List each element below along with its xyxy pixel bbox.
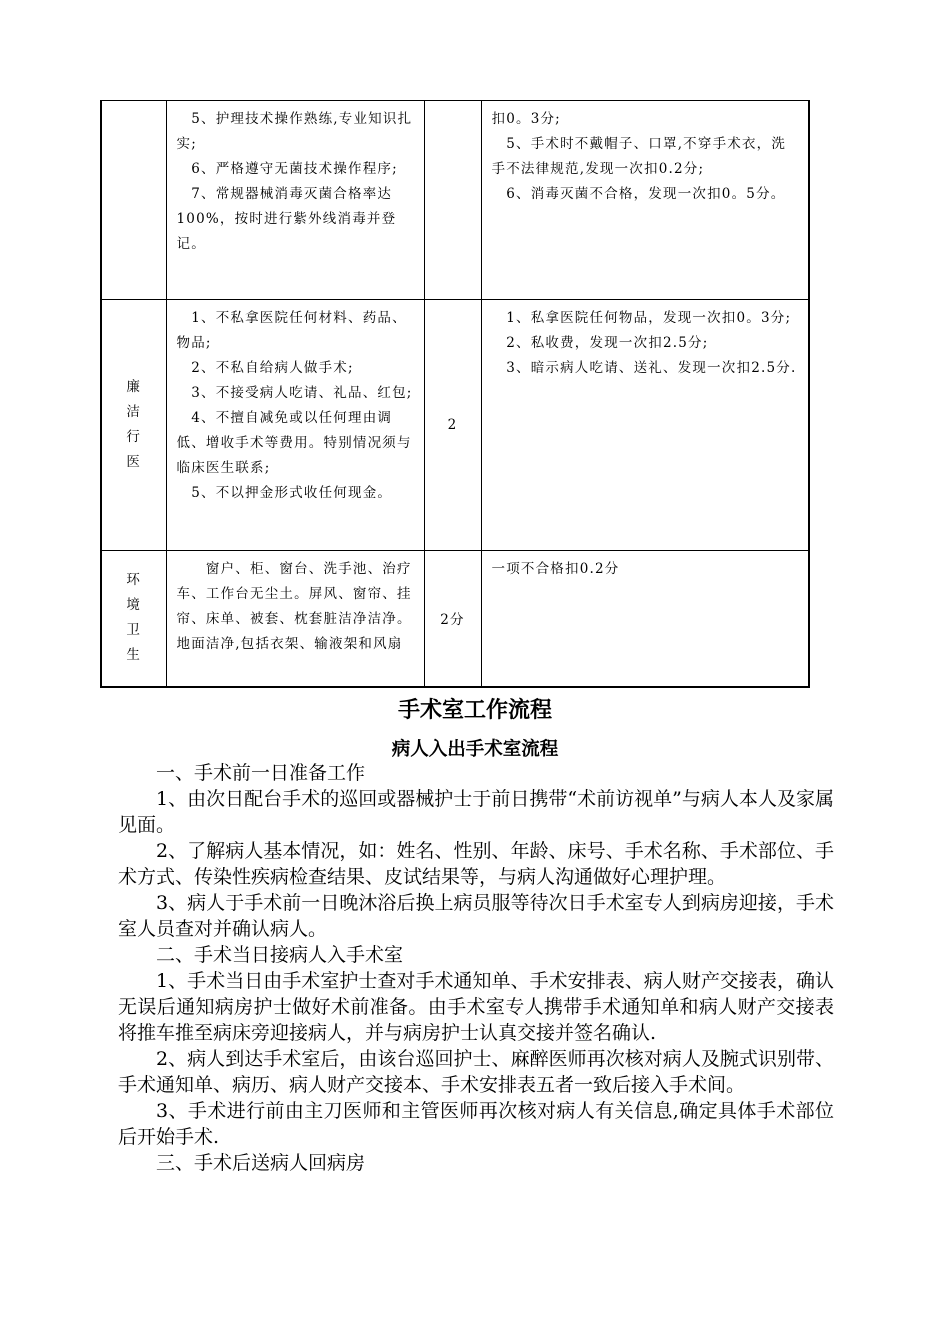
paragraph: 2、病人到达手术室后，由该台巡回护士、麻醉医师再次核对病人及腕式识别带、手术通知单、病历、病人财产交接本、手术安排表五者一致后接入手术间。	[118, 1048, 834, 1096]
section-subtitle: 病人入出手术室流程	[391, 739, 559, 760]
table-row	[101, 551, 809, 687]
category-char: 洁	[126, 404, 142, 420]
section-heading: 三、手术后送病人回病房	[156, 1152, 366, 1174]
table-row	[101, 300, 809, 551]
deductions-cell	[481, 300, 809, 551]
section-heading: 二、手术当日接病人入手术室	[156, 944, 404, 966]
requirement-item: 5、不以押金形式收任何现金。	[176, 485, 393, 501]
deduction-item: 一项不合格扣0.2分	[491, 561, 620, 577]
requirement-item: 7、常规器械消毒灭菌合格率达100%，按时进行紫外线消毒并登记。	[176, 186, 397, 252]
score-cell	[424, 101, 481, 300]
requirement-item: 4、不擅自减免或以任何理由调低、增收手术等费用。特别情况须与临床医生联系;	[176, 410, 412, 476]
category-cell	[101, 101, 166, 300]
category-char: 境	[126, 597, 142, 614]
deductions-cell	[481, 101, 809, 300]
category-char: 卫	[126, 622, 142, 639]
requirement-item: 6、严格遵守无菌技术操作程序;	[176, 161, 398, 177]
section-heading: 一、手术前一日准备工作	[156, 762, 366, 784]
deduction-item: 1、私拿医院任何物品，发现一次扣0。3分;	[491, 310, 792, 326]
category-char: 廉	[126, 379, 142, 395]
page-title: 手术室工作流程	[397, 698, 552, 723]
deduction-item: 5、手术时不戴帽子、口罩,不穿手术衣，洗手不法律规范,发现一次扣0.2分;	[491, 136, 787, 177]
category-char: 行	[126, 429, 142, 445]
category-cell	[101, 300, 166, 551]
category-cell	[101, 551, 166, 687]
score-cell: 2	[424, 300, 481, 551]
requirements-cell	[166, 300, 424, 551]
paragraph: 1、由次日配台手术的巡回或器械护士于前日携带“术前访视单”与病人本人及家属见面。	[118, 788, 834, 836]
category-char: 医	[126, 454, 142, 470]
paragraph: 3、手术进行前由主刀医师和主管医师再次核对病人有关信息,确定具体手术部位后开始手术.	[118, 1100, 834, 1148]
requirement-item: 3、不接受病人吃请、礼品、红包;	[176, 385, 413, 401]
procedure-body	[118, 760, 834, 1176]
paragraph: 3、病人于手术前一日晚沐浴后换上病员服等待次日手术室专人到病房迎接，手术室人员查对并确认病人。	[118, 892, 834, 940]
requirements-cell	[166, 101, 424, 300]
assessment-table	[100, 100, 810, 688]
score-cell: 2分	[424, 551, 481, 687]
deduction-item: 扣0。3分;	[491, 111, 561, 127]
paragraph: 1、手术当日由手术室护士查对手术通知单、手术安排表、病人财产交接表，确认无误后通知病房护士做好术前准备。由手术室专人携带手术通知单和病人财产交接表将推车推至病床旁迎接病人，并与病房护士认真交接并签名确认.	[118, 970, 834, 1044]
category-char: 生	[126, 647, 142, 664]
table-row	[101, 101, 809, 300]
deduction-item: 2、私收费，发现一次扣2.5分;	[491, 335, 709, 351]
requirement-item: 窗户、柜、窗台、洗手池、治疗车、工作台无尘土。屏风、窗帘、挂帘、床单、被套、枕套脏洁净洁净。地面洁净,包括衣架、输液架和风扇	[176, 561, 412, 652]
requirement-item: 2、不私自给病人做手术;	[176, 360, 354, 376]
deduction-item: 6、消毒灭菌不合格，发现一次扣0。5分。	[491, 186, 786, 202]
category-char: 环	[126, 572, 142, 589]
requirement-item: 5、护理技术操作熟练,专业知识扎实;	[176, 111, 413, 152]
deductions-cell	[481, 551, 809, 687]
requirement-item: 1、不私拿医院任何材料、药品、物品;	[176, 310, 407, 351]
requirements-cell	[166, 551, 424, 687]
deduction-item: 3、暗示病人吃请、送礼、发现一次扣2.5分.	[491, 360, 797, 376]
paragraph: 2、了解病人基本情况，如：姓名、性别、年龄、床号、手术名称、手术部位、手术方式、传染性疾病检查结果、皮试结果等，与病人沟通做好心理护理。	[118, 840, 834, 888]
